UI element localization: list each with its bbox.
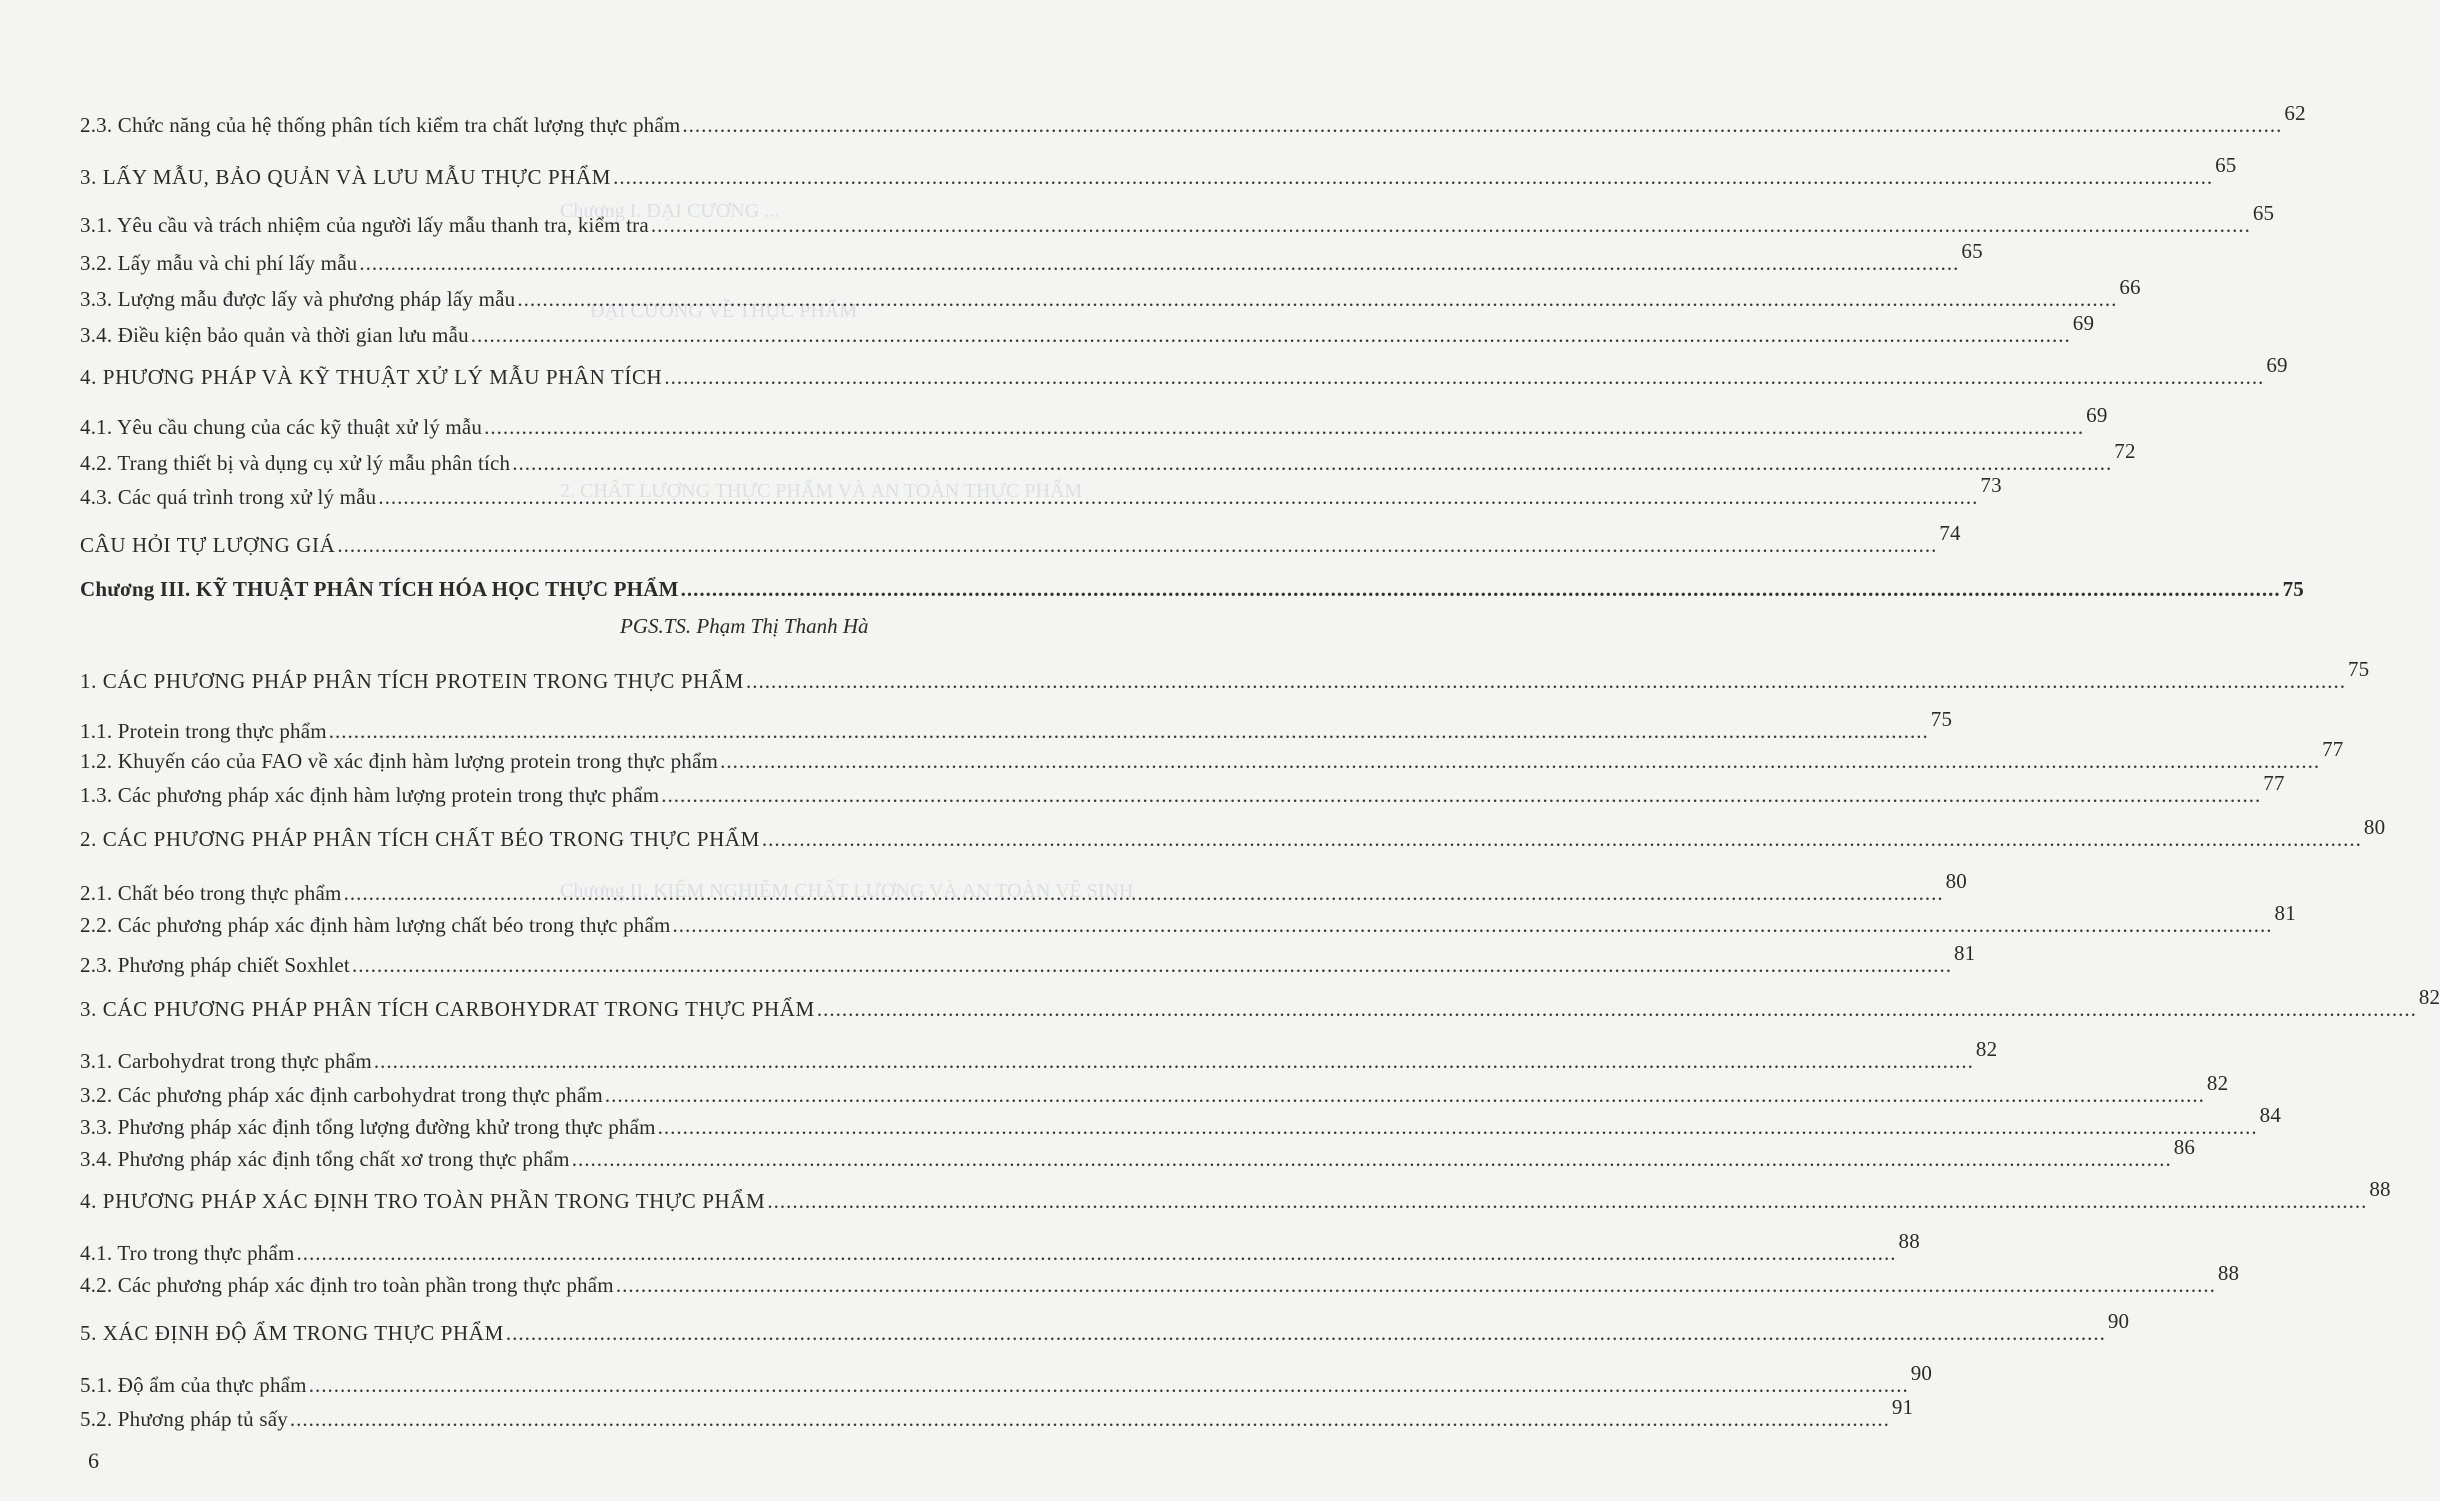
leader-dots	[767, 1188, 2367, 1214]
toc-entry-1[interactable]	[80, 657, 2370, 694]
leader-dots	[605, 1082, 2205, 1108]
toc-entry-page: 80	[1945, 869, 1967, 893]
toc-entry-4[interactable]	[80, 353, 2288, 390]
toc-entry-2-3[interactable]	[80, 101, 2306, 138]
toc-entry-page: 88	[2217, 1261, 2240, 1285]
toc-entry-5-2[interactable]	[80, 1395, 1914, 1432]
leader-dots	[720, 748, 2320, 774]
toc-entry-title: 1.2. Khuyến cáo của FAO về xác định hàm lượng protein trong thực phẩm	[80, 749, 719, 773]
toc-entry-title: 3. LẤY MẪU, BẢO QUẢN VÀ LƯU MẪU THỰC PHẨM	[80, 165, 612, 189]
toc-entry-3b[interactable]	[80, 985, 2440, 1022]
toc-entry-page: 90	[2107, 1309, 2130, 1333]
leader-dots	[651, 212, 2251, 238]
toc-entry-page: 81	[1953, 941, 1976, 965]
toc-entry-title: 4.2. Trang thiết bị và dụng cụ xử lý mẫu phân tích	[80, 451, 511, 475]
toc-entry-title: 3.3. Phương pháp xác định tổng lượng đường khử trong thực phẩm	[80, 1115, 656, 1139]
toc-entry-5[interactable]	[80, 1309, 2130, 1346]
leader-dots	[616, 1272, 2216, 1298]
toc-entry-title: 3.1. Carbohydrat trong thực phẩm	[80, 1049, 372, 1073]
toc-entry-title: 2.1. Chất béo trong thực phẩm	[80, 881, 342, 905]
leader-dots	[572, 1146, 2172, 1172]
toc-entry-page: 62	[2284, 101, 2306, 125]
leader-dots	[471, 322, 2071, 348]
toc-entry-title: 2.3. Chức năng của hệ thống phân tích kiểm tra chất lượng thực phẩm	[80, 113, 681, 137]
toc-entry-title: 4.1. Yêu cầu chung của các kỹ thuật xử lý mẫu	[80, 415, 483, 439]
toc-entry-page: 65	[2252, 201, 2275, 225]
toc-entry-title: 3.3. Lượng mẫu được lấy và phương pháp lấy mẫu	[80, 287, 516, 311]
toc-entry-page: 65	[1961, 239, 1983, 263]
page-number: 6	[88, 1448, 99, 1473]
leader-dots	[337, 532, 1937, 558]
toc-entry-page: 81	[2274, 901, 2296, 925]
toc-entry-4-3[interactable]	[80, 473, 2002, 510]
toc-chapter-title: Chương III. KỸ THUẬT PHÂN TÍCH HÓA HỌC THỰC PHẨM	[80, 577, 679, 601]
toc-entry-2-1[interactable]	[80, 869, 1967, 906]
leader-dots	[682, 112, 2282, 138]
toc-entry-title: 1.1. Protein trong thực phẩm	[80, 719, 327, 743]
toc-entry-3-1[interactable]	[80, 201, 2275, 238]
toc-entry-3-4b[interactable]	[80, 1135, 2196, 1172]
toc-entry-page: 86	[2173, 1135, 2196, 1159]
toc-entry-title: 4.2. Các phương pháp xác định tro toàn phần trong thực phẩm	[80, 1273, 614, 1297]
toc-entry-title: 4.1. Tro trong thực phẩm	[80, 1241, 295, 1265]
toc-entry-title: 4.3. Các quá trình trong xử lý mẫu	[80, 485, 377, 509]
leader-dots	[673, 912, 2273, 938]
toc-entry-page: 82	[2206, 1071, 2229, 1095]
bleed-through-text: Chương I. ĐẠI CƯƠNG ... ĐẠI CƯƠNG VỀ THỰC PHẨM 2. CHẤT LƯỢNG THỰC PHẨM VÀ AN TOÀN THỰC PHẨM Chương II. KIỂM NGHIỆM CHẤT LƯỢNG VÀ AN TOÀN VỆ SINH	[560, 200, 1134, 902]
toc-entry-title: 5. XÁC ĐỊNH ĐỘ ẨM TRONG THỰC PHẨM	[80, 1321, 504, 1345]
toc-entry-3-3[interactable]	[80, 275, 2141, 312]
toc-entry-page: 82	[1975, 1037, 1998, 1061]
toc-entry-title: 3. CÁC PHƯƠNG PHÁP PHÂN TÍCH CARBOHYDRAT TRONG THỰC PHẨM	[80, 997, 815, 1021]
toc-entry-3-3b[interactable]	[80, 1103, 2282, 1140]
leader-dots	[817, 996, 2417, 1022]
toc-entry-page: 69	[2086, 403, 2108, 427]
chapter-author: PGS.TS. Phạm Thị Thanh Hà	[620, 614, 869, 638]
toc-entry-5-1[interactable]	[80, 1361, 1933, 1398]
toc-entry-page: 75	[1930, 707, 1953, 731]
toc-entry-title: 2.3. Phương pháp chiết Soxhlet	[80, 953, 350, 977]
toc-entry-1-2[interactable]	[80, 737, 2344, 774]
toc-entry-title: CÂU HỎI TỰ LƯỢNG GIÁ	[80, 533, 336, 557]
toc-entry-page: 72	[2114, 439, 2136, 463]
toc-entry-page: 88	[2369, 1177, 2391, 1201]
leader-dots	[762, 826, 2362, 852]
toc-entry-page: 74	[1939, 521, 1961, 545]
toc-entry-page: 75	[2282, 577, 2304, 601]
toc-entry-4b[interactable]	[80, 1177, 2391, 1214]
toc-entry-page: 69	[2266, 353, 2288, 377]
toc-entry-title: 3.2. Lấy mẫu và chi phí lấy mẫu	[80, 251, 358, 275]
toc-entry-3-1b[interactable]	[80, 1037, 1998, 1074]
leader-dots	[746, 668, 2346, 694]
toc-entry-title: 2. CÁC PHƯƠNG PHÁP PHÂN TÍCH CHẤT BÉO TRONG THỰC PHẨM	[80, 827, 760, 851]
toc-entry-2[interactable]	[80, 815, 2386, 852]
toc-entry-title: 5.1. Độ ẩm của thực phẩm	[80, 1373, 307, 1397]
toc-entry-page: 82	[2418, 985, 2440, 1009]
toc-entry-page: 75	[2347, 657, 2370, 681]
leader-dots	[613, 164, 2213, 190]
toc-entry-1-1[interactable]	[80, 707, 1953, 744]
toc-entry-page: 77	[2322, 737, 2344, 761]
leader-dots	[512, 450, 2112, 476]
toc-entry-4-1b[interactable]	[80, 1229, 1920, 1266]
toc-entry-3-2b[interactable]	[80, 1071, 2229, 1108]
toc-entry-title: 1. CÁC PHƯƠNG PHÁP PHÂN TÍCH PROTEIN TRONG THỰC PHẨM	[80, 669, 744, 693]
leader-dots	[352, 952, 1952, 978]
toc-entry-page: 80	[2363, 815, 2386, 839]
toc-entry-page: 84	[2259, 1103, 2282, 1127]
leader-dots	[359, 250, 1959, 276]
toc-entry-3[interactable]	[80, 153, 2237, 190]
leader-dots	[290, 1406, 1890, 1432]
leader-dots	[517, 286, 2117, 312]
toc-entry-4-1[interactable]	[80, 403, 2108, 440]
toc-entry-title: 2.2. Các phương pháp xác định hàm lượng chất béo trong thực phẩm	[80, 913, 671, 937]
toc-entry-2-2[interactable]	[80, 901, 2296, 938]
toc-entry-page: 90	[1910, 1361, 1933, 1385]
toc-entry-page: 69	[2072, 311, 2095, 335]
leader-dots	[374, 1048, 1974, 1074]
toc-entry-page: 65	[2215, 153, 2237, 177]
leader-dots	[329, 718, 1929, 744]
leader-dots	[664, 364, 2264, 390]
toc-entry-2-3b[interactable]	[80, 941, 1976, 978]
toc-entry-title: 1.3. Các phương pháp xác định hàm lượng protein trong thực phẩm	[80, 783, 660, 807]
toc-entry-title: 3.1. Yêu cầu và trách nhiệm của người lấy mẫu thanh tra, kiểm tra	[80, 213, 649, 237]
toc-entry-review-questions[interactable]	[80, 521, 1961, 558]
toc-entry-title: 4. PHƯƠNG PHÁP XÁC ĐỊNH TRO TOÀN PHẦN TRONG THỰC PHẨM	[80, 1189, 766, 1213]
leader-dots	[344, 880, 1944, 906]
toc-entry-title: 3.4. Điều kiện bảo quản và thời gian lưu mẫu	[80, 323, 469, 347]
toc-entry-4-2b[interactable]	[80, 1261, 2240, 1298]
toc-chapter-3[interactable]	[80, 576, 2304, 602]
leader-dots	[297, 1240, 1897, 1266]
toc-entry-page: 88	[1898, 1229, 1920, 1253]
leader-dots	[661, 782, 2261, 808]
toc-entry-page: 66	[2119, 275, 2141, 299]
toc-entry-page: 77	[2263, 771, 2285, 795]
leader-dots	[484, 414, 2084, 440]
toc-entry-3-2[interactable]	[80, 239, 1983, 276]
toc-entry-page: 91	[1891, 1395, 1914, 1419]
leader-dots	[658, 1114, 2258, 1140]
leader-dots	[506, 1320, 2106, 1346]
toc-entry-title: 3.2. Các phương pháp xác định carbohydrat trong thực phẩm	[80, 1083, 603, 1107]
leader-dots	[681, 576, 2281, 602]
toc-entry-title: 5.2. Phương pháp tủ sấy	[80, 1407, 288, 1431]
leader-dots	[378, 484, 1978, 510]
leader-dots	[309, 1372, 1909, 1398]
toc-entry-page: 73	[1980, 473, 2002, 497]
toc-entry-title: 3.4. Phương pháp xác định tổng chất xơ trong thực phẩm	[80, 1147, 570, 1171]
toc-entry-3-4[interactable]	[80, 311, 2095, 348]
toc-entry-4-2[interactable]	[80, 439, 2136, 476]
toc-entry-title: 4. PHƯƠNG PHÁP VÀ KỸ THUẬT XỬ LÝ MẪU PHÂN TÍCH	[80, 365, 663, 389]
toc-entry-1-3[interactable]	[80, 771, 2285, 808]
